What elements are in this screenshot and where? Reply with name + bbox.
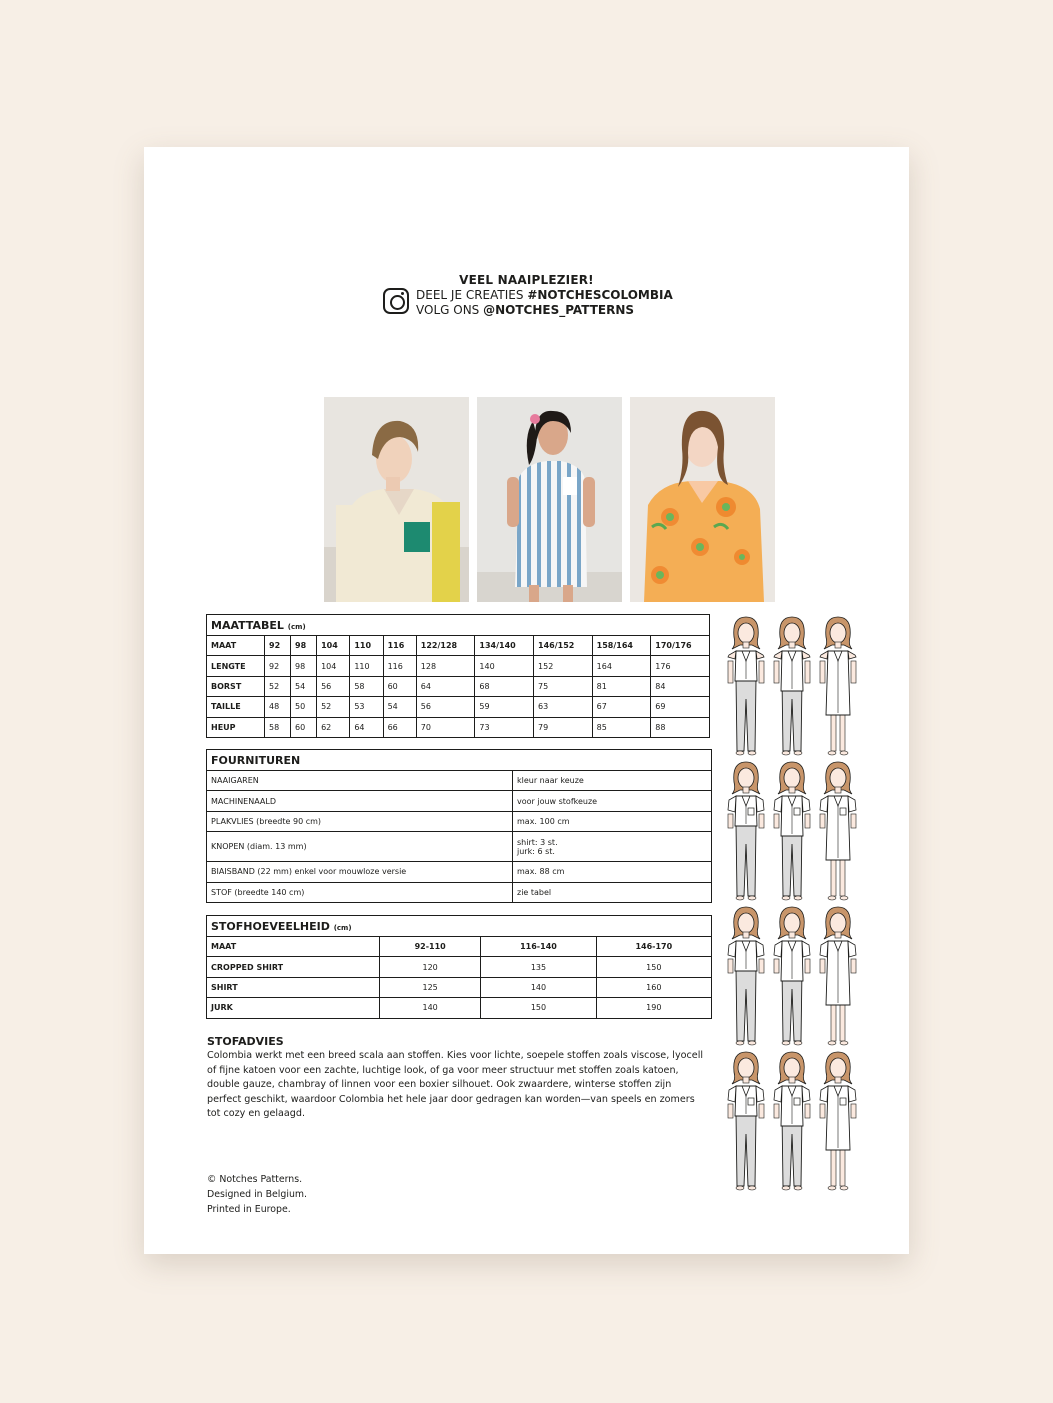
table-row: MACHINENAALD voor jouw stofkeuze <box>207 791 712 811</box>
table-row: TAILLE 48 50 52 53 54 56 59 63 67 69 <box>207 697 710 717</box>
table-row: STOF (breedte 140 cm) zie tabel <box>207 882 712 902</box>
hashtag: #NOTCHESCOLOMBIA <box>527 288 673 302</box>
figure-cropped-short-sleeve <box>728 907 764 1045</box>
figure-dress-long <box>820 1052 856 1190</box>
printed-in: Printed in Europe. <box>207 1204 291 1215</box>
header-share-line: DEEL JE CREATIES #NOTCHESCOLOMBIA <box>416 288 673 302</box>
fabric-advice-text: Colombia werkt met een breed scala aan stoffen. Kies voor lichte, soepele stoffen zoals viscose, lyocell of fijne katoen voor een zachte, luchtige look, of ga voor meer structuur met stoffen zoals katoen, double gauze, chambray of linnen voor een boxier silhouet. Ook zwaardere, winterse stoffen zijn perfect geschikt, waardoor Colombia het hele jaar door gedragen kan worden—van speels en zomers tot cozy en gelaagd. <box>207 1050 704 1120</box>
table-row: SHIRT 125 140 160 <box>207 977 712 997</box>
table-row: JURK 140 150 190 <box>207 998 712 1018</box>
supplies-table-title: FOURNITUREN <box>207 750 712 771</box>
figure-cropped-pocket <box>728 762 764 900</box>
size-table <box>206 614 710 738</box>
figure-dress-pocket <box>820 762 856 900</box>
table-row: BIAISBAND (22 mm) enkel voor mouwloze versie max. 88 cm <box>207 862 712 882</box>
technical-figures <box>724 613 864 1193</box>
designed-in: Designed in Belgium. <box>207 1189 308 1200</box>
table-row: BORST 52 54 56 58 60 64 68 75 81 84 <box>207 676 710 696</box>
table-row: KNOPEN (diam. 13 mm) shirt: 3 st. jurk: 6 st. <box>207 832 712 862</box>
figure-shirt-sleeveless <box>774 617 810 755</box>
fabric-table-title: STOFHOEVEELHEID (cm) <box>207 916 712 937</box>
table-row: CROPPED SHIRT 120 135 150 <box>207 957 712 977</box>
figure-dress-short-sleeve <box>820 907 856 1045</box>
header <box>144 273 909 288</box>
supplies-table <box>206 749 712 903</box>
photo-girl-orange-floral <box>630 397 775 602</box>
fabric-table <box>206 915 712 1019</box>
table-row: PLAKVLIES (breedte 90 cm) max. 100 cm <box>207 811 712 831</box>
table-row: NAAIGAREN kleur naar keuze <box>207 771 712 791</box>
instagram-handle: @NOTCHES_PATTERNS <box>483 303 635 317</box>
table-row: LENGTE 92 98 104 110 116 128 140 152 164 176 <box>207 656 710 676</box>
copyright: © Notches Patterns. <box>207 1174 303 1185</box>
photo-boy-cream-shirt <box>324 397 469 602</box>
figure-shirt-pocket <box>774 762 810 900</box>
photo-girl-striped-dress <box>477 397 622 602</box>
fabric-advice-title: STOFADVIES <box>207 1035 284 1048</box>
header-title: VEEL NAAIPLEZIER! <box>459 273 594 287</box>
figure-shirt-long <box>774 1052 810 1190</box>
table-row: MAAT 92-110 116-140 146-170 <box>207 937 712 957</box>
header-follow-line: VOLG ONS @NOTCHES_PATTERNS <box>416 303 635 317</box>
instagram-icon <box>383 288 409 314</box>
figure-shirt-short-sleeve <box>774 907 810 1045</box>
footer <box>207 1172 307 1217</box>
figure-dress-sleeveless <box>820 617 856 755</box>
pattern-sheet <box>144 147 909 1254</box>
size-table-title: MAATTABEL (cm) <box>207 615 710 636</box>
figure-cropped-sleeveless <box>728 617 764 755</box>
table-row: HEUP 58 60 62 64 66 70 73 79 85 88 <box>207 717 710 737</box>
figure-cropped-long <box>728 1052 764 1190</box>
table-row: MAAT 92 98 104 110 116 122/128 134/140 146/152 158/164 170/176 <box>207 636 710 656</box>
